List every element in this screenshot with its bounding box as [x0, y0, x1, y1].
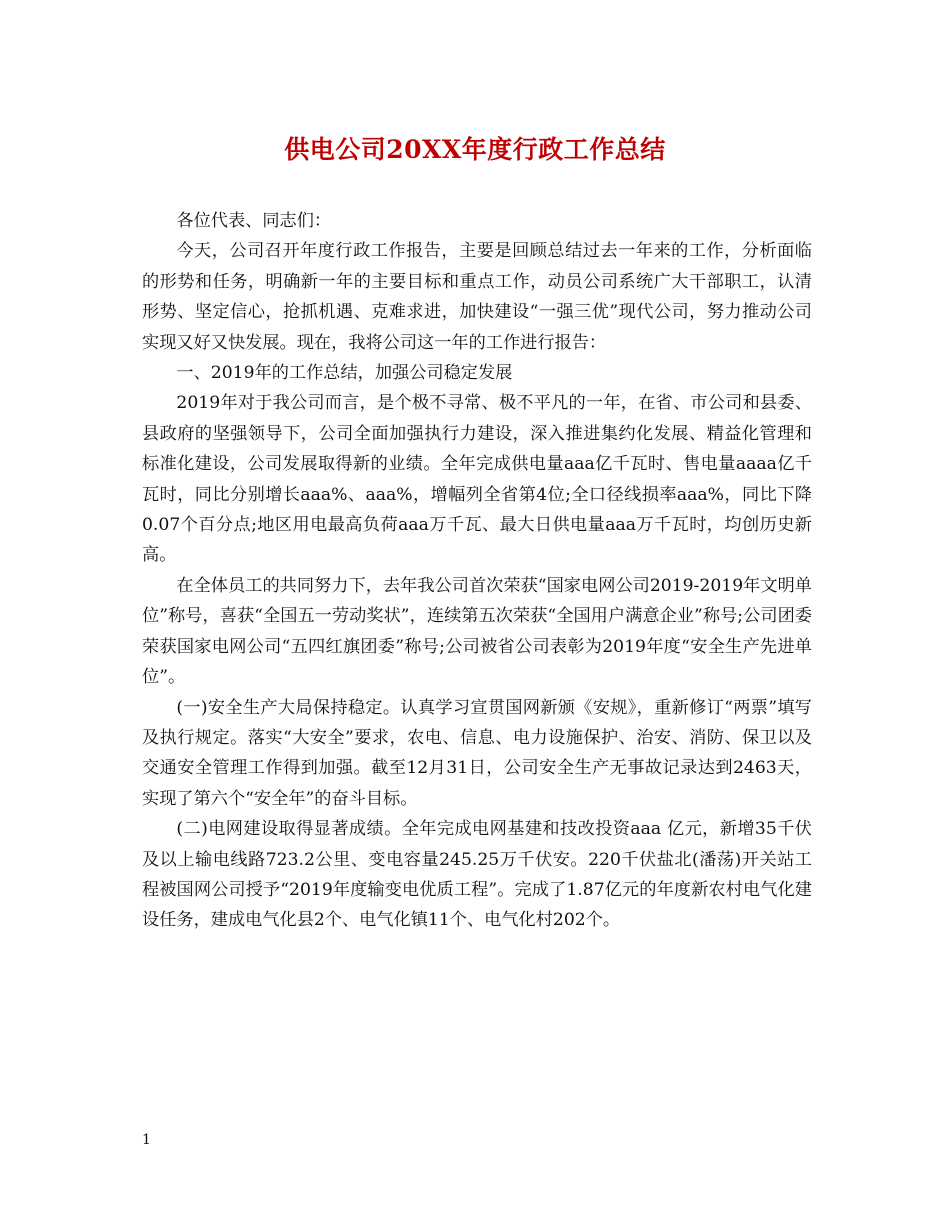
paragraph-safety: (一)安全生产大局保持稳定。认真学习宣贯国网新颁《安规》，重新修订“两票”填写及执行规定。落实“大安全”要求，农电、信息、电力设施保护、治安、消防、保卫以及交通安全管理工作得到加强。截至12月31日，公司安全生产无事故记录达到2463天，实现了第六个“安全年”的奋斗目标。	[142, 697, 812, 809]
document-body	[142, 206, 812, 936]
paragraph-honors: 在全体员工的共同努力下，去年我公司首次荣获“国家电网公司2019-2019年文明单位”称号，喜获“全国五一劳动奖状”，连续第五次荣获“全国用户满意企业”称号;公司团委荣获国家电网公司“五四红旗团委”称号;公司被省公司表彰为2019年度“安全生产先进单位”。	[142, 575, 812, 688]
paragraph-greeting: 各位代表、同志们：	[176, 211, 332, 231]
document-title: 供电公司20XX年度行政工作总结	[284, 135, 666, 164]
page-number: 1	[142, 1132, 151, 1148]
paragraph-overview: 2019年对于我公司而言，是个极不寻常、极不平凡的一年，在省、市公司和县委、县政府的坚强领导下，公司全面加强执行力建设，深入推进集约化发展、精益化管理和标准化建设，公司发展取得新的业绩。全年完成供电量aaa亿千瓦时、售电量aaaa亿千瓦时，同比分别增长aaa%、aaa%，增幅列全省第4位;全口径线损率aaa%，同比下降0.07个百分点;地区用电最高负荷aaa万千瓦、最大日供电量aaa万千瓦时，均创历史新高。	[142, 393, 812, 566]
paragraph-intro: 今天，公司召开年度行政工作报告，主要是回顾总结过去一年来的工作，分析面临的形势和任务，明确新一年的主要目标和重点工作，动员公司系统广大干部职工，认清形势、坚定信心，抢抓机遇、克难求进，加快建设“一强三优”现代公司，努力推动公司实现又好又快发展。现在，我将公司这一年的工作进行报告：	[142, 241, 812, 353]
section-heading-1: 一、2019年的工作总结，加强公司稳定发展	[176, 363, 513, 384]
paragraph-grid-construction: (二)电网建设取得显著成绩。全年完成电网基建和技改投资aaa 亿元，新增35千伏及以上输电线路723.2公里、变电容量245.25万千伏安。220千伏盐北(潘荡)开关站工程被国网公司授予“2019年度输变电优质工程”。完成了1.87亿元的年度新农村电气化建设任务，建成电气化县2个、电气化镇11个、电气化村202个。	[142, 819, 812, 931]
